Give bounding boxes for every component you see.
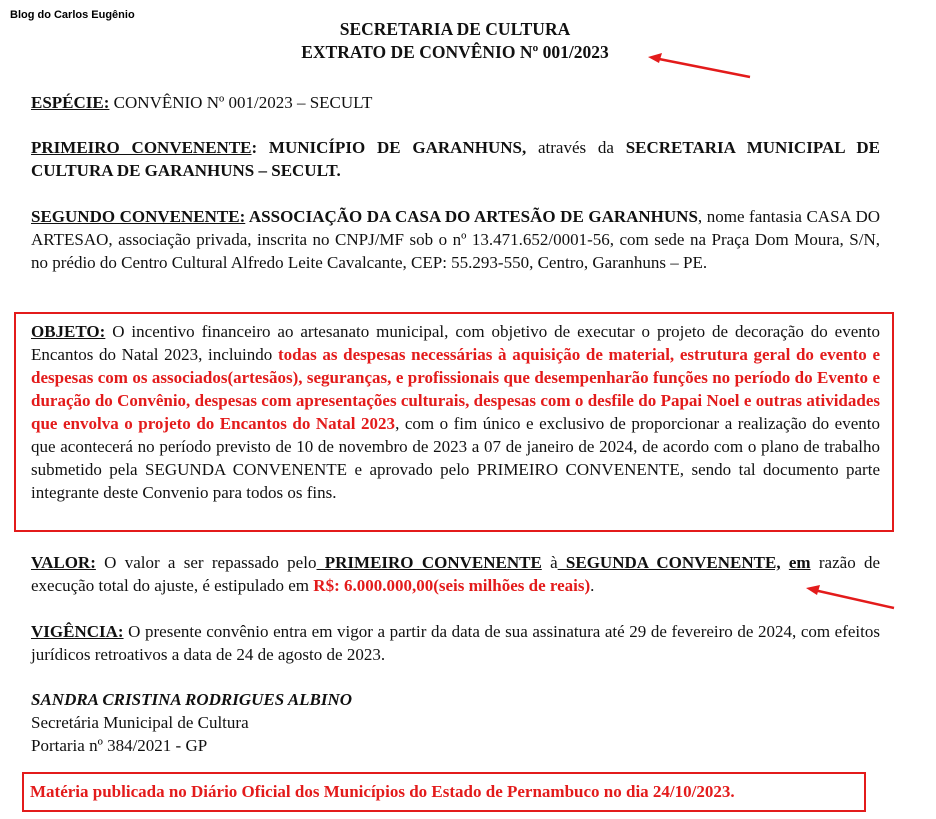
valor-text-1: O valor a ser repassado pelo (95, 553, 317, 572)
segundo-convenente-label: SEGUNDO CONVENENTE: (31, 207, 246, 226)
blog-watermark: Blog do Carlos Eugênio (10, 9, 135, 21)
segundo-convenente-name: ASSOCIAÇÃO DA CASA DO ARTESÃO DE GARANHUNS (245, 207, 698, 226)
valor-end: . (590, 576, 595, 595)
objeto-paragraph (31, 320, 880, 504)
signature-block (31, 688, 880, 757)
objeto-red-highlight: todas as despesas necessárias à aquisição de material, estrutura geral do evento e despesas com os associados(artesãos), seguranças, e profissionais que desempenharão funções no período do Evento e duração do Convênio, despesas com apresentações culturais, despesas com o desfile do Papai Noel e outras atividades que envolva o projeto do Encantos do Natal 2023 (31, 345, 881, 433)
vigencia-text: O presente convênio entra em vigor a partir da data de sua assinatura até 29 de fevereiro de 2024, com efeitos jurídicos retroativos a data de 24 de agosto de 2023. (31, 622, 880, 664)
arrow-icon-title (640, 50, 760, 85)
valor-segunda: SEGUNDA CONVENENTE, (557, 553, 781, 572)
primeiro-convenente-label: PRIMEIRO CONVENENTE (31, 138, 252, 157)
footer-publication-note: Matéria publicada no Diário Oficial dos Municípios do Estado de Pernambuco no dia 24/10/2023. (30, 782, 735, 801)
header-secretaria: SECRETARIA DE CULTURA (339, 19, 571, 39)
objeto-text-rest: , com o fim único e exclusivo de proporcionar a realização do evento que acontecerá no período previsto de 10 de novembro de 2023 a 07 de janeiro de 2024, de acordo com o plano de trabalho submetido pela SEGUNDA CONVENENTE e aprovado pelo PRIMEIRO CONVENENTE, sendo tal documento parte integrante deste Convenio para todos os fins. (31, 414, 880, 502)
valor-label: VALOR: (31, 553, 96, 572)
primeiro-convenente-name: : MUNICÍPIO DE GARANHUNS, (251, 138, 527, 157)
valor-a: à (541, 553, 558, 572)
especie-label: ESPÉCIE: (31, 93, 110, 112)
header-extrato-title: EXTRATO DE CONVÊNIO Nº 001/2023 (301, 42, 609, 62)
signature-portaria: Portaria nº 384/2021 - GP (31, 736, 208, 755)
segundo-convenente-paragraph (31, 205, 880, 274)
especie-value: CONVÊNIO Nº 001/2023 – SECULT (109, 93, 373, 112)
objeto-text-intro: O incentivo financeiro ao artesanato municipal, com objetivo de executar o projeto de decoração do evento Encantos do Natal 2023, incluindo (31, 322, 880, 364)
arrow-icon-valor (798, 583, 898, 613)
primeiro-convenente-paragraph (31, 136, 880, 182)
valor-amount: R$: 6.000.000,00(seis milhões de reais) (313, 576, 591, 595)
valor-paragraph (31, 551, 880, 597)
valor-primeiro: PRIMEIRO CONVENENTE (316, 553, 542, 572)
vigencia-label: VIGÊNCIA: (31, 622, 124, 641)
objeto-label: OBJETO: (31, 322, 106, 341)
valor-em: em (788, 553, 811, 572)
valor-text-2: razão de execução total do ajuste, é estipulado em (31, 553, 881, 595)
segundo-convenente-text: , nome fantasia CASA DO ARTESAO, associação privada, inscrita no CNPJ/MF sob o nº 13.471.652/0001-56, com sede na Praça Dom Moura, S/N, no prédio do Centro Cultural Alfredo Leite Cavalcante, CEP: 55.293-550, Centro, Garanhuns – PE. (31, 207, 880, 272)
vigencia-paragraph (31, 620, 880, 666)
signature-name: SANDRA CRISTINA RODRIGUES ALBINO (31, 690, 353, 709)
signature-role: Secretária Municipal de Cultura (31, 713, 249, 732)
primeiro-convenente-text: através da (526, 138, 626, 157)
primeiro-convenente-secretaria: SECRETARIA MUNICIPAL DE CULTURA DE GARANHUNS – SECULT. (31, 138, 881, 180)
especie-paragraph (31, 91, 880, 114)
